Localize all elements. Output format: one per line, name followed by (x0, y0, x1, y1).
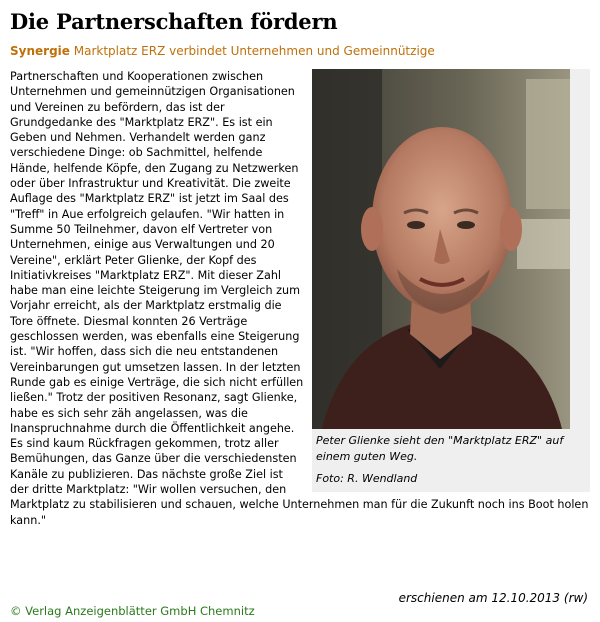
portrait-photo (312, 69, 570, 429)
article-body: Partnerschaften und Kooperationen zwischen Unternehmen und gemeinnützigen Organisationen und Vereinen zu befördern, das ist der Grundgedanke des "Marktplatz ERZ". Es ist ein Geben und Nehmen. Verhandelt werden ganz verschiedene Dinge: ob Sachmittel, helfende Hände, helfende Köpfe, den Zugang zu Netzwerken oder über Infrastruktur und Kreativität. Die zweite Auflage des "Marktplatz ERZ" ist jetzt im Saal des "Treff" in Aue erfolgreich gelaufen. "Wir hatten in Summe 50 Teilnehmer, davon elf Vertreter von Unternehmen, einige aus Verwaltungen und 20 Vereine", erklärt Peter Glienke, der Kopf des Initiativkreises "Marktplatz ERZ". Mit dieser Zahl habe man eine leichte Steigerung im Vergleich zum Vorjahr erreicht, als der Marktplatz erstmalig die Tore öffnete. Diesmal konnten 26 Verträge geschlossen werden, was ebenfalls eine Steigerung ist. "Wir hoffen, dass sich die neu entstandenen Vereinbarungen gut umsetzen lassen. In der letzten Runde gab es einige Verträge, die sich nicht erfüllen ließen." Trotz der positiven Resonanz, sagt Glienke, habe es sich sehr zäh angelassen, was die Inanspruchnahme durch die Öffentlichkeit angehe. Es sind kaum Rückfragen gekommen, trotz aller Bemühungen, das Ganze über die verschiedensten Kanäle zu publizieren. Das nächste große Ziel ist der dritte Marktplatz: "Wir wollen versuchen, den Marktplatz zu stabilisieren und schauen, welche Unternehmen man für die Zukunft noch ins Boot holen kann." (10, 70, 589, 527)
subheadline-text: Marktplatz ERZ verbindet Unternehmen und Gemeinnützige (73, 44, 435, 58)
publication-date: erschienen am 12.10.2013 (rw) (398, 591, 588, 605)
headline: Die Partnerschaften fördern (10, 9, 338, 34)
article-body-column (10, 69, 590, 528)
photo-figure (312, 69, 590, 492)
copyright-notice: © Verlag Anzeigenblätter GmbH Chemnitz (10, 604, 255, 618)
subheadline (10, 44, 435, 58)
kicker: Synergie (10, 44, 70, 58)
photo-caption: Peter Glienke sieht den "Marktplatz ERZ" auf einem guten Weg. (316, 434, 564, 463)
photo-credit: Foto: R. Wendland (316, 472, 418, 485)
